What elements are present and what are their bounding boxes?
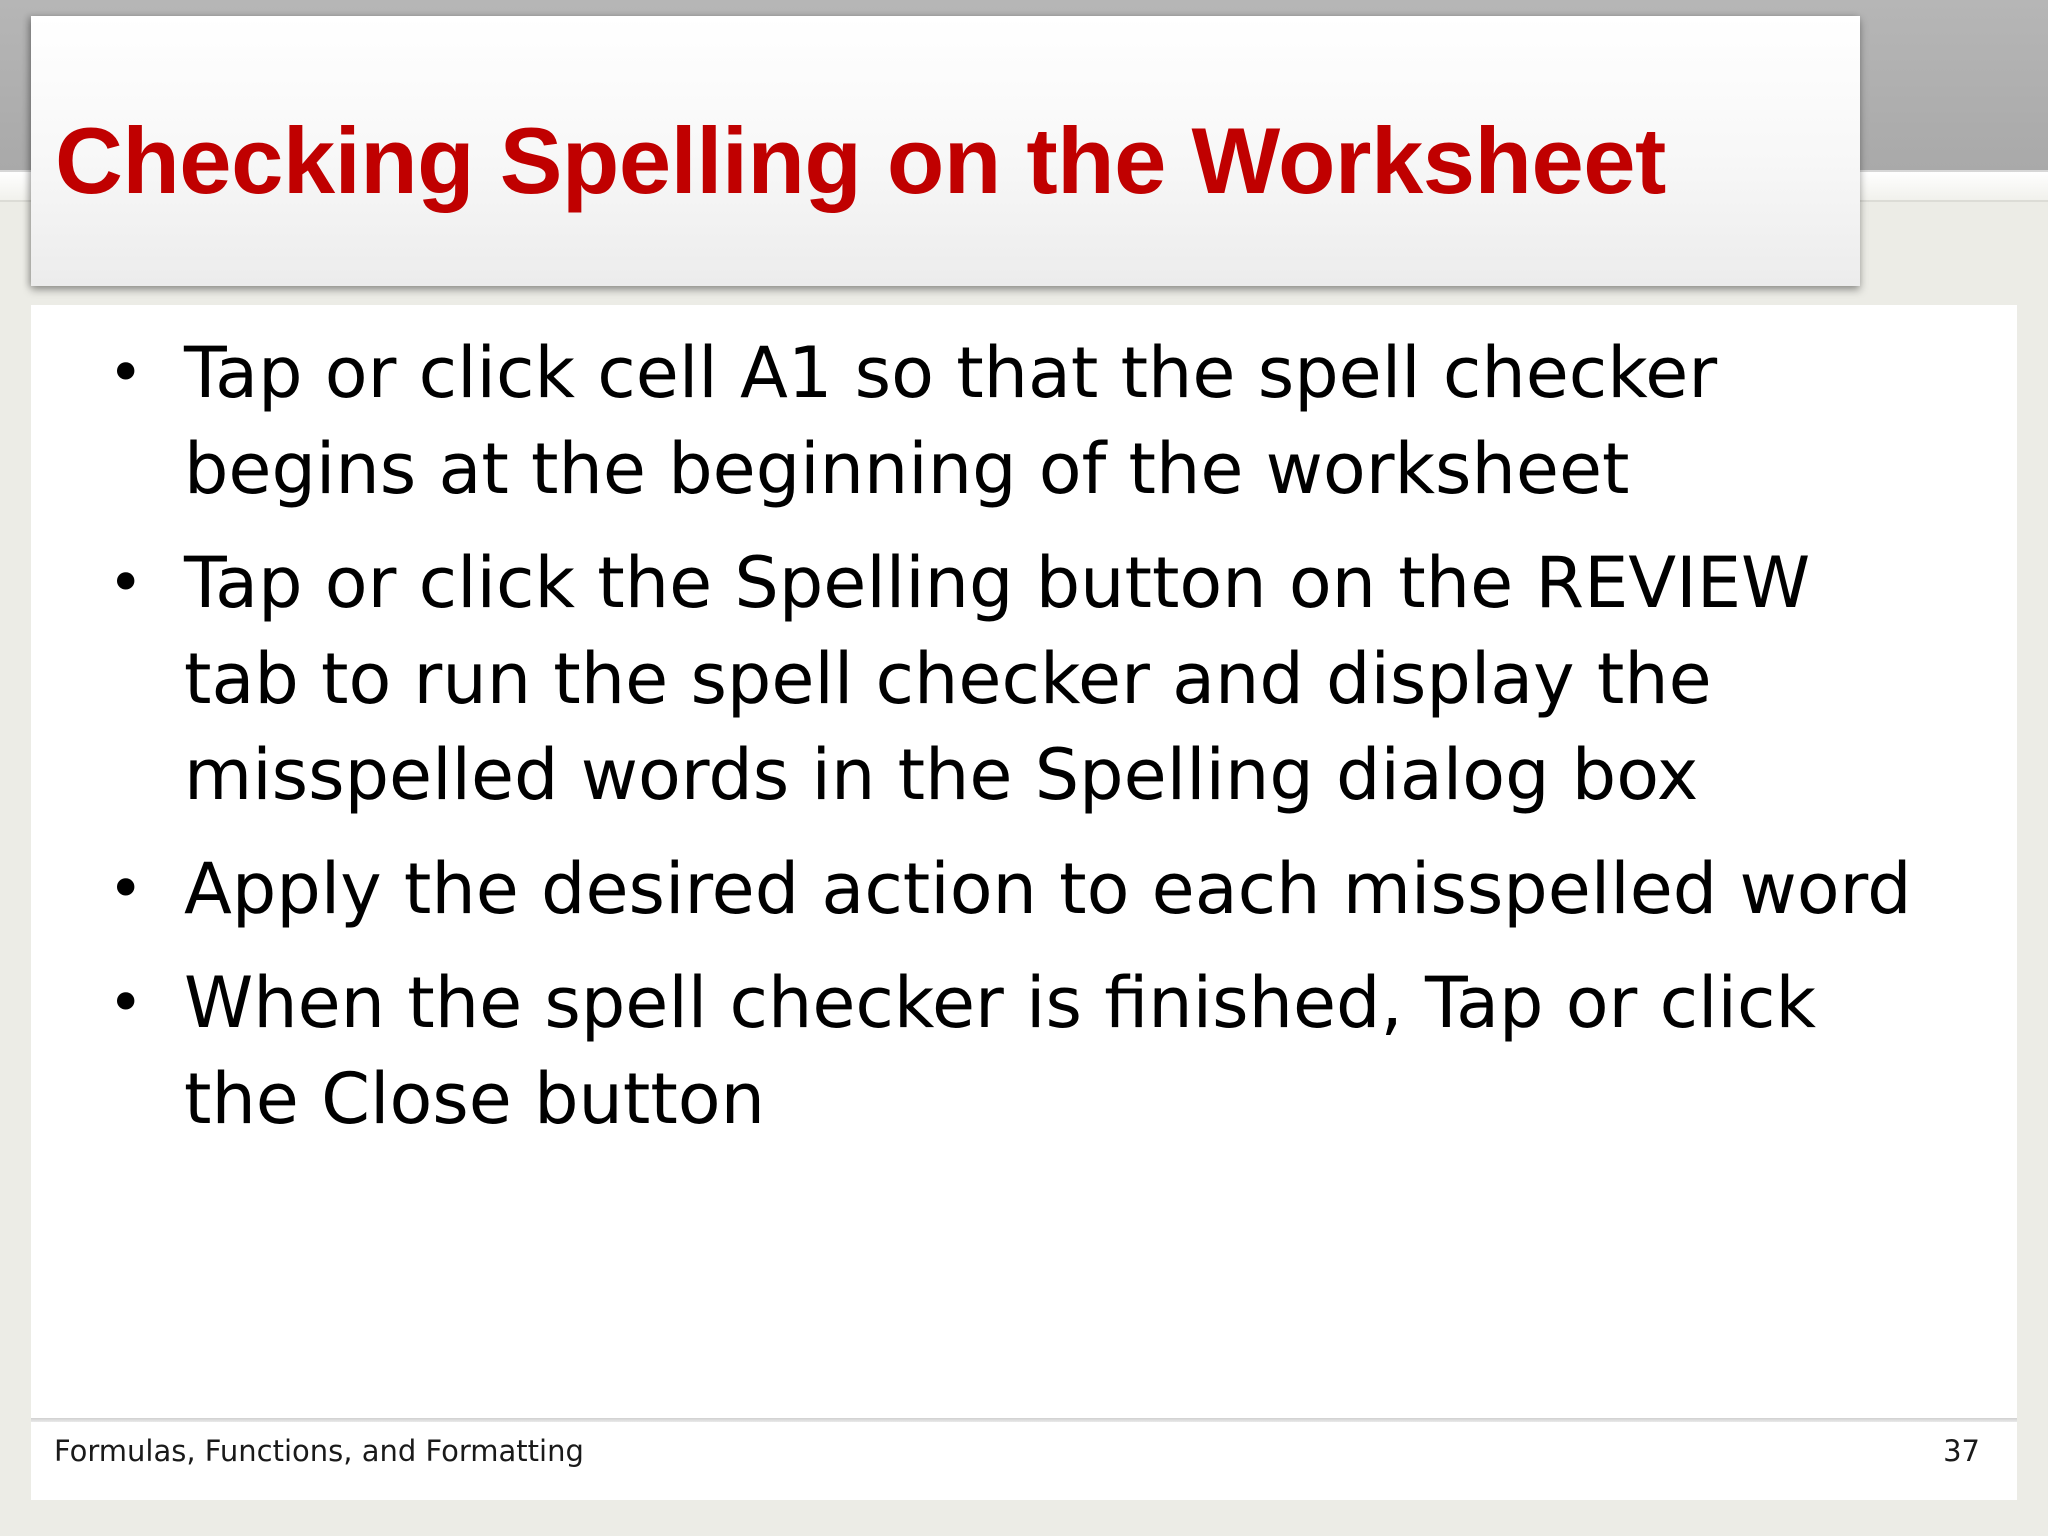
bullet-marker: •: [108, 854, 144, 924]
title-box: [31, 16, 1860, 286]
bullet-marker: •: [108, 338, 144, 408]
bullet-marker: •: [108, 548, 144, 618]
bullet-text: Tap or click cell A1 so that the spell checker begins at the beginning of the worksheet: [184, 332, 1718, 510]
slide-title: Checking Spelling on the Worksheet: [55, 108, 1666, 213]
bullet-list: [95, 325, 1925, 1165]
bullet-text: When the spell checker is finished, Tap or click the Close button: [184, 962, 1816, 1140]
bullet-item-1: [95, 325, 1925, 517]
bullet-item-2: [95, 535, 1925, 823]
bullet-text: Apply the desired action to each misspelled word: [184, 848, 1912, 930]
footer-title: Formulas, Functions, and Formatting: [54, 1434, 584, 1468]
bullet-item-4: [95, 955, 1925, 1147]
bullet-item-3: [95, 841, 1925, 937]
bullet-marker: •: [108, 968, 144, 1038]
bullet-text: Tap or click the Spelling button on the REVIEW tab to run the spell checker and display the misspelled words in the Spelling dialog box: [184, 542, 1811, 816]
footer-divider: [31, 1418, 2017, 1422]
page-number: 37: [1943, 1434, 1980, 1468]
